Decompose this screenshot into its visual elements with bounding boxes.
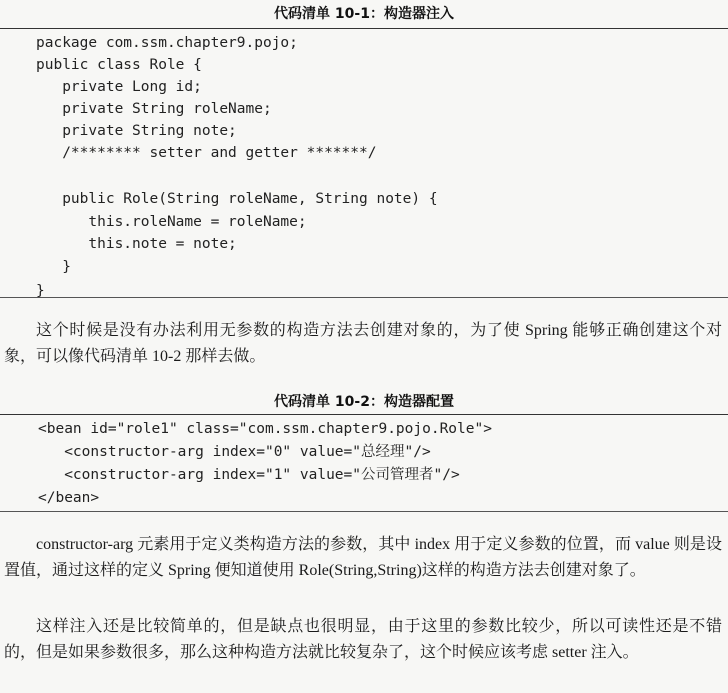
- code-line: <bean id="role1" class="com.ssm.chapter9.pojo.Role">: [38, 421, 492, 437]
- code-line: public class Role {: [36, 57, 202, 73]
- listing-bottom-rule: [0, 297, 728, 298]
- listing-bottom-rule: [0, 511, 728, 512]
- code-line: this.note = note;: [36, 236, 237, 252]
- code-line: /******** setter and getter *******/: [36, 145, 377, 161]
- code-line: private String note;: [36, 123, 237, 139]
- listing-caption-10-2: 代码清单 10-2：构造器配置: [274, 394, 454, 410]
- listing-caption-10-1: 代码清单 10-1：构造器注入: [274, 6, 454, 22]
- code-line: <constructor-arg index="1" value="公司管理者"/>: [38, 467, 460, 483]
- code-line: public Role(String roleName, String note) {: [36, 191, 438, 207]
- body-paragraph: 这个时候是没有办法利用无参数的构造方法去创建对象的，为了使 Spring 能够正确创建这个对象，可以像代码清单 10-2 那样去做。: [4, 322, 722, 365]
- code-line: }: [36, 259, 71, 275]
- code-line: package com.ssm.chapter9.pojo;: [36, 35, 298, 51]
- code-line: this.roleName = roleName;: [36, 214, 307, 230]
- listing-top-rule: [0, 414, 728, 415]
- code-line: }: [36, 283, 45, 299]
- body-paragraph: constructor-arg 元素用于定义类构造方法的参数，其中 index 用于定义参数的位置，而 value 则是设置值，通过这样的定义 Spring 便知道使用 Role(String,String)这样的构造方法去创建对象了。: [4, 536, 722, 579]
- code-line: private Long id;: [36, 79, 202, 95]
- code-line: private String roleName;: [36, 101, 272, 117]
- code-line: <constructor-arg index="0" value="总经理"/>: [38, 444, 431, 460]
- listing-top-rule: [0, 28, 728, 29]
- body-paragraph: 这样注入还是比较简单的，但是缺点也很明显，由于这里的参数比较少，所以可读性还是不错的，但是如果参数很多，那么这种构造方法就比较复杂了，这个时候应该考虑 setter 注入。: [4, 618, 722, 661]
- code-line: </bean>: [38, 490, 100, 506]
